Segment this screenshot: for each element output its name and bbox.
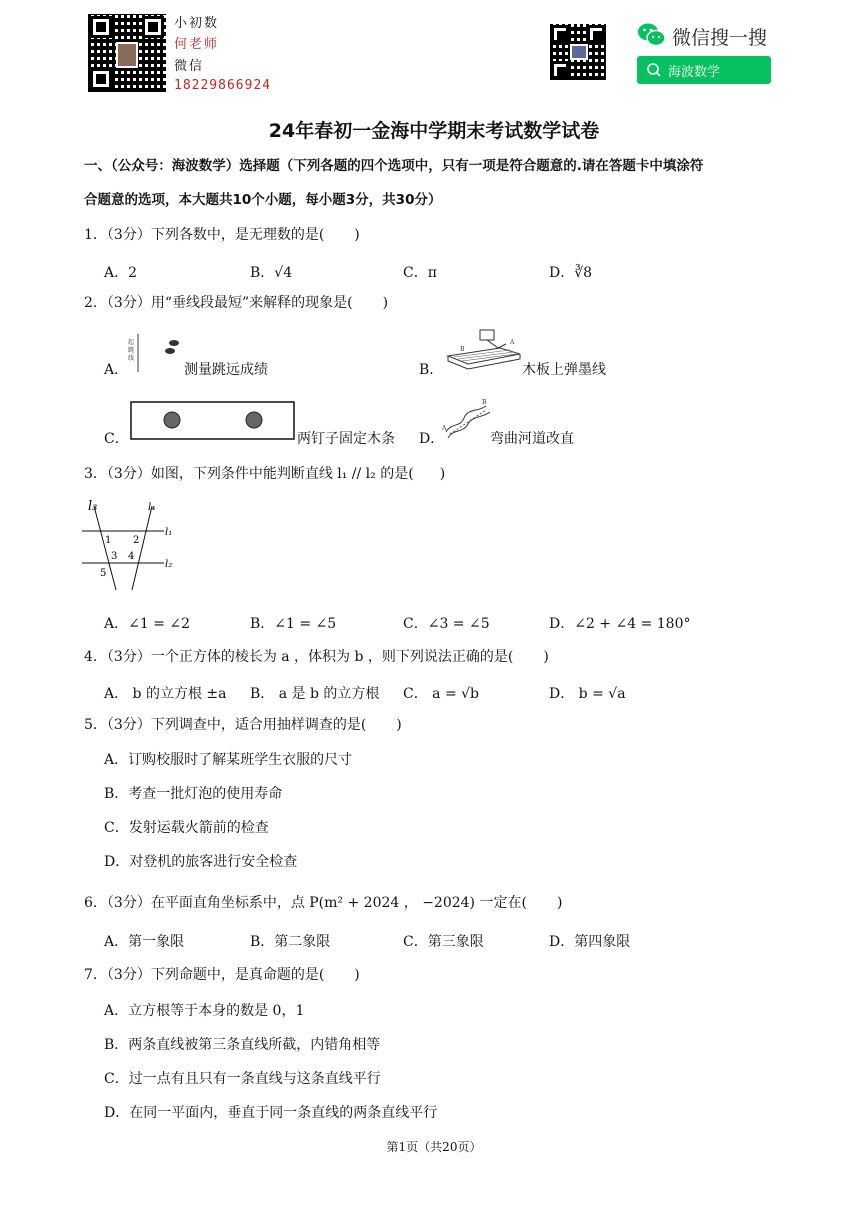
q6-option-c[interactable]: C．第三象限: [403, 934, 484, 950]
q2-option-a-text[interactable]: 测量跳远成绩: [184, 362, 268, 378]
q7-option-b[interactable]: B．两条直线被第三条直线所截，内错角相等: [104, 1037, 381, 1053]
section-heading-line-1: 一、（公众号：海波数学）选择题（下列各题的四个选项中，只有一项是符合题意的.请在答题卡中填涂符: [84, 158, 704, 174]
q5-option-c[interactable]: C．发射运载火箭前的检查: [104, 820, 269, 836]
svg-text:A: A: [442, 425, 447, 432]
q5-option-d[interactable]: D．对登机的旅客进行安全检查: [104, 854, 298, 870]
wechat-search-text: 微信搜一搜: [672, 27, 768, 49]
q3-option-a[interactable]: A．∠1 = ∠2: [104, 616, 191, 632]
q2-option-d-text[interactable]: 弯曲河道改直: [490, 431, 574, 447]
page-title: 24年春初一金海中学期末考试数学试卷: [268, 120, 600, 142]
question-1-stem: 1．（3分）下列各数中，是无理数的是( ): [84, 227, 360, 243]
q2-option-a-label[interactable]: A．: [104, 362, 129, 378]
question-5-stem: 5．（3分）下列调查中，适合用抽样调查的是( ): [84, 717, 402, 733]
ink-line-board-figure-icon: [440, 326, 524, 376]
label-l1: l₁: [165, 527, 173, 538]
section-heading-line-2: 合题意的选项，本大题共10个小题，每小题3分，共30分）: [84, 192, 442, 208]
q1-option-b[interactable]: B．√4: [250, 265, 293, 281]
q4-option-c[interactable]: C． a = √b: [403, 686, 480, 702]
q2-option-d-label[interactable]: D．: [419, 431, 445, 447]
q1-option-d[interactable]: D．∛8: [549, 265, 593, 281]
angle-label-2: 2: [133, 535, 140, 546]
question-2-stem: 2．（3分）用“垂线段最短”来解释的现象是( ): [84, 295, 389, 311]
label-l2: l₂: [165, 559, 173, 570]
contact-line-4: 18229866924: [174, 78, 272, 93]
contact-line-1: 小初数: [174, 16, 220, 31]
q3-option-b[interactable]: B．∠1 = ∠5: [250, 616, 337, 632]
nailed-strip-figure-icon: [130, 401, 296, 441]
svg-text:起: 起: [128, 339, 135, 346]
q2-option-b-text[interactable]: 木板上弹墨线: [522, 362, 606, 378]
contact-line-3: 微信: [174, 59, 205, 74]
parallel-lines-figure: [82, 496, 182, 592]
q3-option-c[interactable]: C．∠3 = ∠5: [403, 616, 490, 632]
q6-option-d[interactable]: D．第四象限: [549, 934, 631, 950]
q5-option-b[interactable]: B．考查一批灯泡的使用寿命: [104, 786, 283, 802]
question-6-stem: 6．（3分）在平面直角坐标系中，点 P(m² + 2024 ， −2024) 一定在( ): [84, 895, 563, 911]
svg-text:B: B: [482, 399, 487, 406]
angle-label-1: 1: [105, 535, 112, 546]
question-7-stem: 7．（3分）下列命题中，是真命题的是( ): [84, 967, 360, 983]
angle-label-4: 4: [128, 551, 135, 562]
question-3-stem: 3．（3分）如图，下列条件中能判断直线 l₁ // l₂ 的是( ): [84, 466, 446, 482]
q6-option-b[interactable]: B．第二象限: [250, 934, 331, 950]
q4-option-d[interactable]: D． b = √a: [549, 686, 626, 702]
search-icon: [646, 62, 662, 78]
page-footer: 第1页（共20页）: [386, 1140, 482, 1154]
label-l3: l₃: [88, 499, 98, 514]
svg-text:跳: 跳: [128, 347, 135, 354]
q1-option-c[interactable]: C．π: [403, 265, 437, 281]
q7-option-c[interactable]: C．过一点有且只有一条直线与这条直线平行: [104, 1071, 381, 1087]
q2-option-b-label[interactable]: B．: [419, 362, 444, 378]
q2-option-c-label[interactable]: C．: [104, 431, 129, 447]
q5-option-a[interactable]: A．订购校服时了解某班学生衣服的尺寸: [104, 752, 353, 768]
search-button[interactable]: [637, 56, 771, 84]
q6-option-a[interactable]: A．第一象限: [104, 934, 185, 950]
q4-option-b[interactable]: B． a 是 b 的立方根: [250, 686, 380, 702]
long-jump-figure-icon: [126, 332, 184, 374]
svg-text:线: 线: [128, 355, 135, 362]
q4-option-a[interactable]: A． b 的立方根 ±a: [104, 686, 227, 702]
search-button-label: 海波数学: [668, 64, 721, 80]
q1-option-a[interactable]: A．2: [104, 265, 138, 281]
q3-option-d[interactable]: D．∠2 + ∠4 = 180°: [549, 616, 691, 632]
qr-code-right: [550, 24, 606, 80]
angle-label-3: 3: [111, 551, 118, 562]
svg-text:B: B: [460, 346, 465, 353]
q7-option-a[interactable]: A．立方根等于本身的数是 0，1: [104, 1003, 305, 1019]
label-l4: l₄: [148, 502, 156, 513]
contact-line-2: 何老师: [174, 37, 220, 52]
qr-code-left: [88, 14, 166, 92]
wechat-logo-icon: [637, 22, 667, 48]
river-straightening-figure-icon: [442, 398, 492, 442]
angle-label-5: 5: [100, 568, 107, 579]
q2-option-c-text[interactable]: 两钉子固定木条: [297, 431, 395, 447]
question-4-stem: 4．（3分）一个正方体的棱长为 a ，体积为 b ，则下列说法正确的是( ): [84, 649, 549, 665]
q7-option-d[interactable]: D．在同一平面内，垂直于同一条直线的两条直线平行: [104, 1105, 438, 1121]
svg-text:A: A: [510, 339, 515, 346]
